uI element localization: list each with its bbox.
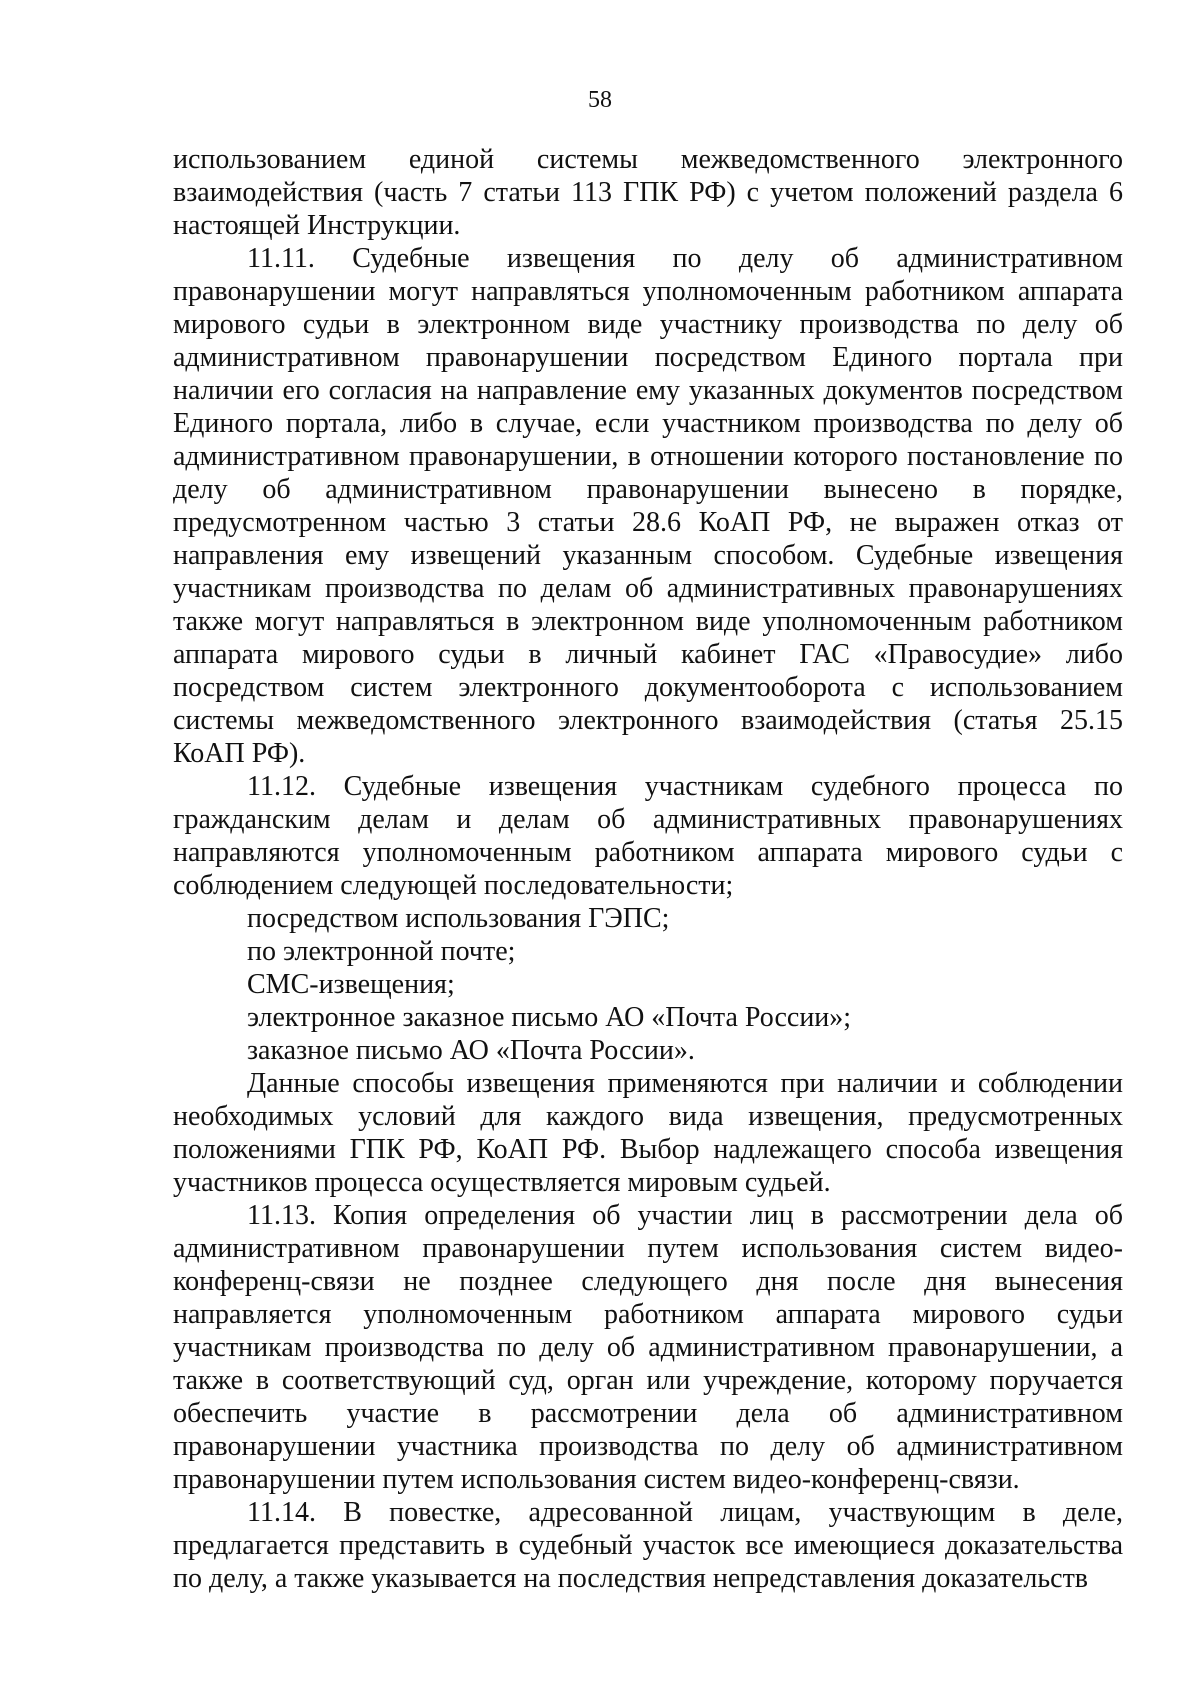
document-body [173,143,1123,1595]
list-item-electronic-registered-letter: электронное заказное письмо АО «Почта России»; [247,1002,852,1033]
paragraph-11-13: 11.13. Копия определения об участии лиц в рассмотрении дела об административном правонарушении путем использования систем видео-конференц-связи не позднее следующего дня после дня вынесения направляется уполномоченным работником аппарата мирового судьи участникам производства по делу об административном правонарушении, а также в соответствующий суд, орган или учреждение, которому поручается обеспечить участие в рассмотрении дела об административном правонарушении участника производства по делу об административном правонарушении путем использования систем видео-конференц-связи. [173,1200,1123,1495]
paragraph-11-11: 11.11. Судебные извещения по делу об административном правонарушении могут направляться уполномоченным работником аппарата мирового судьи в электронном виде участнику производства по делу об административном правонарушении посредством Единого портала при наличии его согласия на направление ему указанных документов посредством Единого портала, либо в случае, если участником производства по делу об административном правонарушении, в отношении которого постановление по делу об административном правонарушении вынесено в порядке, предусмотренном частью 3 статьи 28.6 КоАП РФ, не выражен отказ от направления ему извещений указанным способом. Судебные извещения участникам производства по делам об административных правонарушениях также могут направляться в электронном виде уполномоченным работником аппарата мирового судьи в личный кабинет ГАС «Правосудие» либо посредством систем электронного документооборота с использованием системы межведомственного электронного взаимодействия (статья 25.15 КоАП РФ). [173,243,1123,769]
list-item-registered-letter: заказное письмо АО «Почта России». [247,1035,695,1066]
paragraph-11-12: 11.12. Судебные извещения участникам судебного процесса по гражданским делам и делам об административных правонарушениях направляются уполномоченным работником аппарата мирового судьи с соблюдением следующей последовательности; [173,771,1123,901]
list-item-geps: посредством использования ГЭПС; [247,903,670,934]
page-number: 58 [588,87,612,113]
paragraph-11-14: 11.14. В повестке, адресованной лицам, участвующим в деле, предлагается представить в судебный участок все имеющиеся доказательства по делу, а также указывается на последствия непредставления доказательств [173,1497,1123,1594]
list-item-sms: СМС-извещения; [247,969,455,1000]
list-item-email: по электронной почте; [247,936,516,967]
paragraph-continuation: использованием единой системы межведомственного электронного взаимодействия (часть 7 статьи 113 ГПК РФ) с учетом положений раздела 6 настоящей Инструкции. [173,144,1123,241]
paragraph-notification-methods: Данные способы извещения применяются при наличии и соблюдении необходимых условий для каждого вида извещения, предусмотренных положениями ГПК РФ, КоАП РФ. Выбор надлежащего способа извещения участников процесса осуществляется мировым судьей. [173,1068,1123,1198]
